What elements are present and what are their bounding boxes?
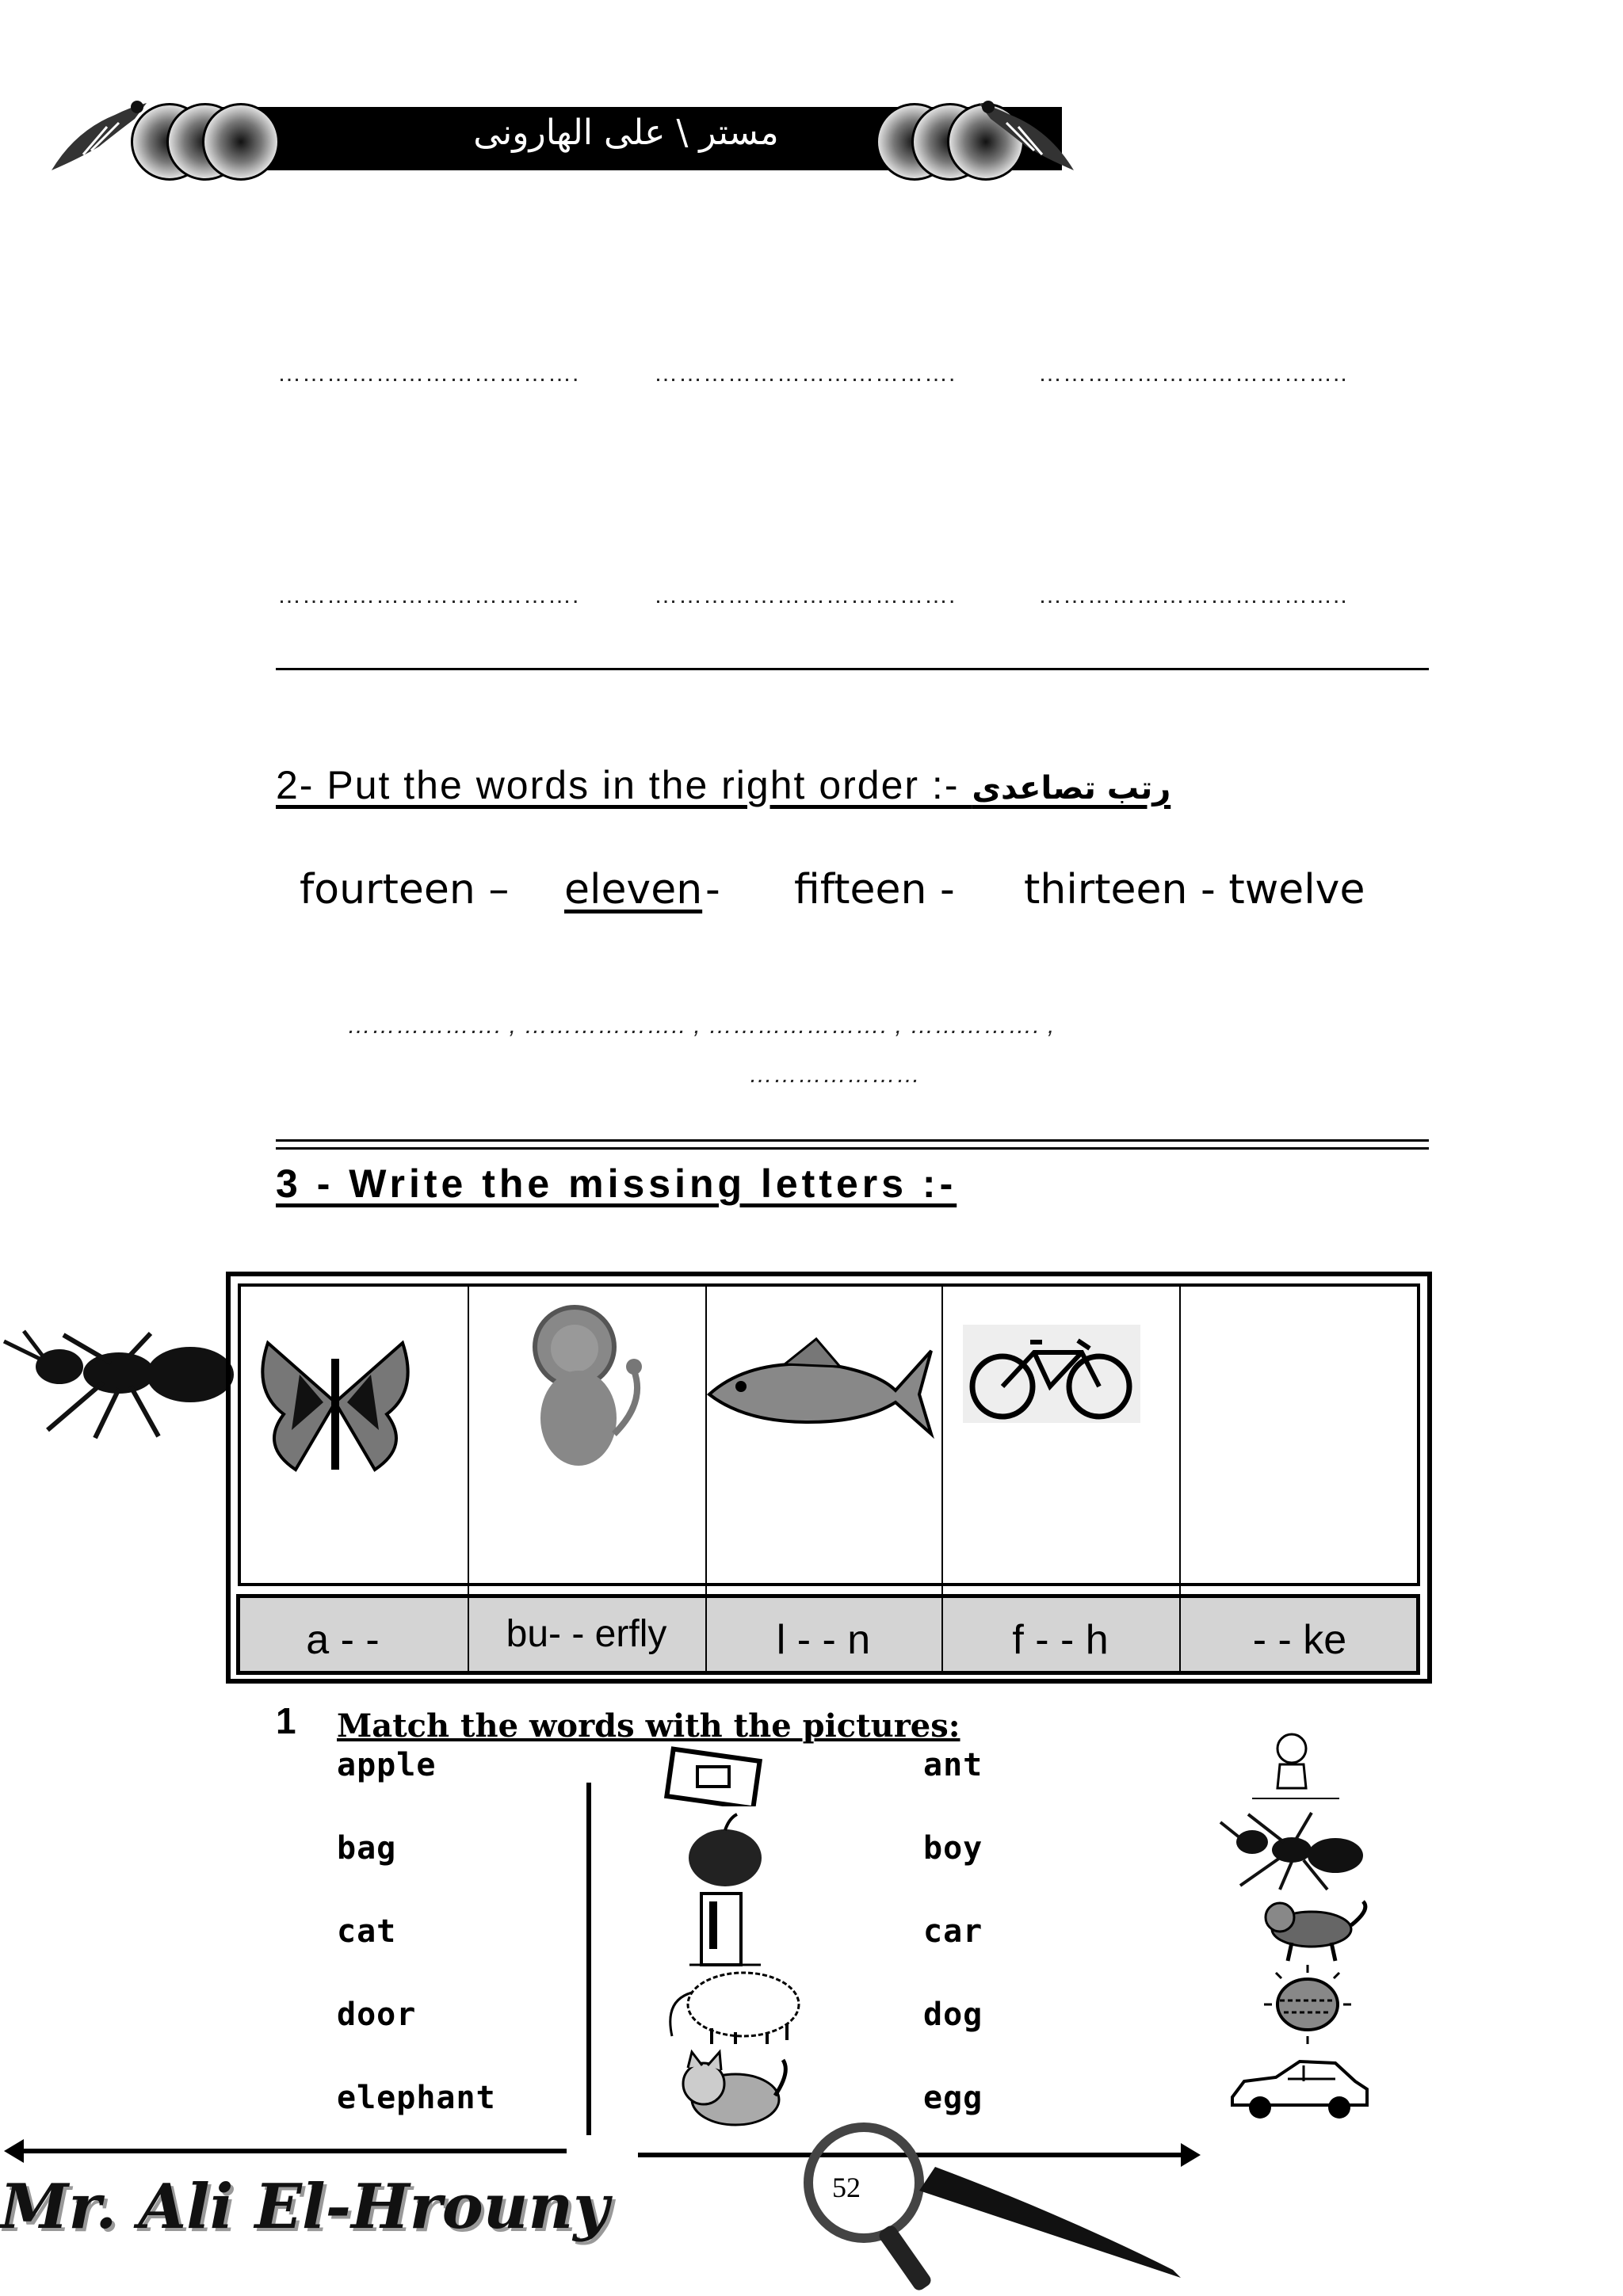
lion-icon <box>515 1299 658 1470</box>
cat-icon[interactable] <box>664 2048 791 2135</box>
left-arrow-icon <box>0 2135 571 2167</box>
answer-line[interactable]: ………………… <box>749 1062 921 1088</box>
header-title: مستر \ على الهارونى <box>473 113 779 153</box>
blank-line[interactable]: ……………………………….. <box>1038 582 1348 608</box>
cell-label: l - - n <box>776 1617 871 1663</box>
ant-icon <box>0 1319 238 1446</box>
divider <box>276 1139 1429 1142</box>
match-word[interactable]: ant <box>923 1747 983 1783</box>
section2-heading-arabic: رتب تصاعدى <box>972 770 1171 807</box>
bag-icon[interactable] <box>662 1743 773 1806</box>
fish-icon <box>705 1331 935 1450</box>
blank-line[interactable]: ………………………………. <box>654 360 957 387</box>
blank-line[interactable]: ………………………………. <box>277 360 580 387</box>
blank-line[interactable]: ………………………………. <box>654 582 957 608</box>
elephant-icon[interactable] <box>656 1961 807 2048</box>
car-icon[interactable] <box>1224 2054 1375 2125</box>
divider <box>276 668 1429 670</box>
match-word[interactable]: car <box>923 1913 983 1950</box>
match-number: 1 <box>276 1700 296 1741</box>
bird-icon <box>44 83 155 178</box>
match-word[interactable]: boy <box>923 1830 983 1867</box>
match-divider <box>586 1783 591 2135</box>
blank-line[interactable]: ……………………………….. <box>1038 360 1348 387</box>
section3-heading: 3 - Write the missing letters :- <box>276 1161 957 1206</box>
match-word[interactable]: bag <box>337 1830 397 1867</box>
match-title: Match the words with the pictures: <box>337 1707 960 1745</box>
page-number: 52 <box>832 2172 861 2203</box>
match-word[interactable]: cat <box>337 1913 397 1950</box>
divider <box>276 1147 1429 1150</box>
magnifier-icon <box>800 2119 1197 2296</box>
cell-label: - - ke <box>1252 1617 1347 1663</box>
match-word[interactable]: door <box>337 1997 417 2033</box>
egg-icon[interactable] <box>1256 1961 1359 2048</box>
dog-icon[interactable] <box>1244 1894 1379 1965</box>
word-separator: - <box>705 866 720 913</box>
door-icon[interactable] <box>689 1886 769 1973</box>
ant-icon[interactable] <box>1216 1806 1371 1894</box>
word-eleven: eleven <box>564 866 703 913</box>
word-fifteen: fifteen - <box>794 866 955 913</box>
cell-label: bu- - erfly <box>506 1613 667 1655</box>
answer-line[interactable]: ………………. , ……………….. , …………………. , ……………. , <box>347 1013 1056 1039</box>
match-word[interactable]: elephant <box>337 2080 496 2116</box>
section2-heading <box>276 762 1170 808</box>
match-word[interactable]: apple <box>337 1747 437 1783</box>
boy-icon[interactable] <box>1236 1731 1347 1802</box>
cell-label: a - - <box>306 1617 380 1663</box>
word-thirteen-twelve: thirteen - twelve <box>1024 866 1365 913</box>
author-signature: Mr. Ali El-Hrouny <box>0 2171 609 2243</box>
word-fourteen: fourteen – <box>300 866 510 913</box>
apple-icon[interactable] <box>685 1810 765 1890</box>
match-word[interactable]: egg <box>923 2080 983 2116</box>
section2-heading-text: 2- Put the words in the right order :- <box>276 763 972 807</box>
blank-line[interactable]: ………………………………. <box>277 582 580 608</box>
bicycle-icon <box>963 1325 1140 1423</box>
butterfly-icon <box>252 1327 418 1478</box>
cell-label: f - - h <box>1012 1617 1109 1663</box>
match-word[interactable]: dog <box>923 1997 983 2033</box>
